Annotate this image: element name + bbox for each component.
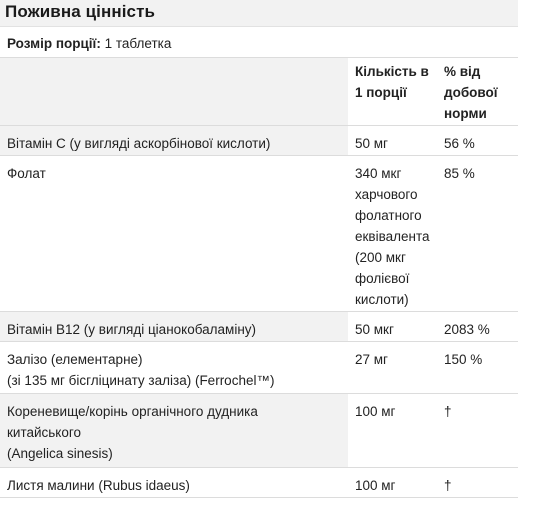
serving-size-label: Розмір порції: [7, 36, 101, 51]
ingredient-amount-line: 50 мкг [355, 321, 394, 337]
ingredient-name-line: Кореневище/корінь органічного дудника [7, 403, 258, 419]
ingredient-daily-value: 150 % [438, 341, 518, 393]
table-row [0, 155, 518, 311]
ingredient-name-line: (зі 135 мг бісгліцинату заліза) (Ferrochel™) [7, 372, 275, 388]
table-row [0, 311, 518, 341]
ingredient-name [0, 125, 348, 155]
header-amount-line: 1 порції [355, 85, 407, 100]
ingredient-name [0, 311, 348, 341]
table-row [0, 393, 518, 467]
ingredient-amount [348, 393, 438, 467]
ingredient-name [0, 393, 348, 467]
header-amount-line: Кількість в [355, 64, 429, 79]
ingredient-amount-line: еквівалента [355, 228, 430, 244]
serving-size [0, 27, 518, 58]
ingredient-amount-line: 100 мг [355, 477, 396, 493]
ingredient-amount-line: фолатного [355, 207, 422, 223]
ingredient-name-line: Вітамін B12 (у вигляді ціанокобаламіну) [7, 321, 257, 337]
header-ingredient [0, 58, 348, 125]
table-row [0, 125, 518, 155]
ingredient-daily-value: 2083 % [438, 311, 518, 341]
ingredient-amount-line: фолієвої [355, 270, 410, 286]
ingredient-daily-value: 85 % [438, 155, 518, 311]
table-row [0, 467, 518, 497]
ingredient-amount [348, 155, 438, 311]
ingredient-amount-line: кислоти) [355, 291, 409, 307]
ingredient-name-line: Листя малини (Rubus idaeus) [7, 477, 190, 493]
ingredient-amount-line: 27 мг [355, 351, 388, 367]
table-row [0, 341, 518, 393]
ingredient-amount [348, 311, 438, 341]
header-amount-per-serving [348, 58, 438, 125]
ingredient-amount-line: 100 мг [355, 403, 396, 419]
panel-title: Поживна цінність [0, 0, 518, 27]
ingredient-amount [348, 467, 438, 497]
ingredient-amount-line: харчового [355, 186, 418, 202]
header-daily-line: норми [444, 106, 487, 121]
nutrition-table [0, 58, 518, 498]
ingredient-amount [348, 341, 438, 393]
ingredient-amount-line: 340 мкг [355, 165, 402, 181]
serving-size-value: 1 таблетка [104, 36, 172, 51]
ingredient-daily-value: † [438, 393, 518, 467]
ingredient-name [0, 341, 348, 393]
ingredient-amount-line: 50 мг [355, 135, 388, 151]
ingredient-name-line: (Angelica sinesis) [7, 445, 113, 461]
ingredient-name-line: Вітамін С (у вигляді аскорбінової кислоти) [7, 135, 271, 151]
ingredient-name-line: китайського [7, 424, 82, 440]
ingredient-name-line: Фолат [7, 165, 46, 181]
ingredient-name [0, 467, 348, 497]
ingredient-daily-value: 56 % [438, 125, 518, 155]
ingredient-amount [348, 125, 438, 155]
ingredient-name [0, 155, 348, 311]
header-daily-line: % від [444, 64, 481, 79]
header-daily-value [438, 58, 518, 125]
ingredient-name-line: Залізо (елементарне) [7, 351, 143, 367]
ingredient-daily-value: † [438, 467, 518, 497]
header-daily-line: добової [444, 85, 498, 100]
ingredient-amount-line: (200 мкг [355, 249, 406, 265]
table-header-row [0, 58, 518, 125]
